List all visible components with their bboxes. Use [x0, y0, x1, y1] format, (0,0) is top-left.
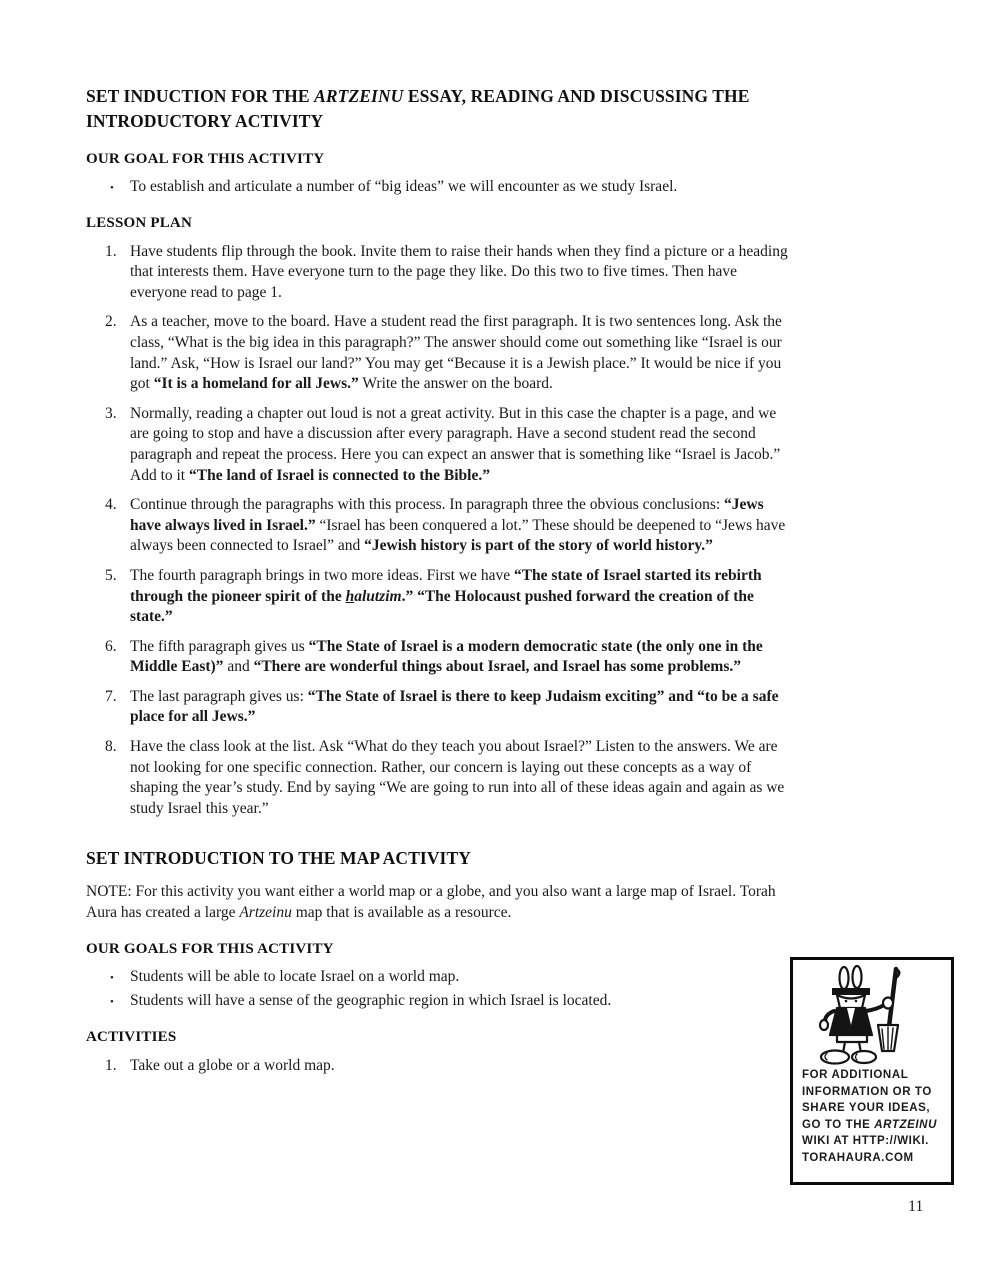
list-item-text: As a teacher, move to the board. Have a student read the first paragraph. It is two sentences long. Ask the class, “What is the big idea in this paragraph?” The answer should come out something like “Israel is our land.” Ask, “How is Israel our land?” You may get “Because it is a Jewish place.” It would be nice if you got “It is a homeland for all Jews.” Write the answer on the board. [130, 313, 782, 393]
goal-bullet-list [86, 177, 788, 198]
list-item [86, 967, 788, 988]
activities-list [86, 1056, 788, 1077]
heading-lesson-plan: LESSON PLAN [86, 214, 192, 231]
bullet-text: Students will be able to locate Israel on a world map. [130, 967, 460, 985]
bullet-icon: • [110, 971, 114, 984]
list-item-text: The fifth paragraph gives us “The State of Israel is a modern democratic state (the only one in the Middle East)” and “There are wonderful things about Israel, and Israel has some problems.” [130, 637, 763, 676]
list-item [86, 404, 788, 486]
list-item [86, 495, 788, 557]
note-paragraph: NOTE: For this activity you want either a world map or a globe, and you also want a large map of Israel. Torah Aura has created a large Artzeinu map that is available as a resource. [86, 883, 776, 922]
list-item [86, 1056, 788, 1077]
heading-activities: ACTIVITIES [86, 1028, 177, 1045]
mascot-illustration [804, 965, 934, 1065]
list-item-text: Have students flip through the book. Invite them to raise their hands when they find a picture or a heading that interests them. Have everyone turn to the page they like. Do this two to five times. Then have everyone read to page 1. [130, 242, 788, 301]
list-item [86, 312, 788, 394]
list-item [86, 177, 788, 198]
bullet-icon: • [110, 182, 114, 194]
page-number: 11 [908, 1198, 924, 1215]
lesson-plan-list [86, 242, 788, 820]
bullet-text: To establish and articulate a number of “big ideas” we will encounter as we study Israel. [130, 178, 678, 195]
list-item-text: Have the class look at the list. Ask “What do they teach you about Israel?” Listen to the answers. We are not looking for one specific connection. Rather, our concern is laying out these concepts as a way of shaping the year’s study. End by saying “We are going to run into all of these ideas again and again as we study Israel this year.” [130, 738, 785, 817]
list-item [86, 991, 788, 1012]
info-box [790, 957, 954, 1185]
list-item [86, 242, 788, 304]
heading-our-goal: OUR GOAL FOR THIS ACTIVITY [86, 151, 325, 167]
goals-bullet-list [86, 967, 788, 1012]
list-item-text: Normally, reading a chapter out loud is not a great activity. But in this case the chapter is a page, and we are going to stop and have a discussion after every paragraph. Have a second student read the second paragraph and repeat the process. Here you can expect an answer that is something like “Israel is Jacob.” Add to it “The land of Israel is connected to the Bible.” [130, 404, 781, 484]
list-item-text: Take out a globe or a world map. [130, 1056, 335, 1074]
list-item [86, 737, 788, 819]
main-content [86, 84, 788, 1085]
list-item [86, 566, 788, 628]
heading-our-goals: OUR GOALS FOR THIS ACTIVITY [86, 940, 334, 957]
list-item [86, 687, 788, 728]
section-title-set-induction: SET INDUCTION FOR THE ARTZEINU ESSAY, READING AND DISCUSSING THE INTRODUCTORY ACTIVITY [86, 86, 750, 131]
info-box-text: FOR ADDITIONAL INFORMATION OR TO SHARE YOUR IDEAS, GO TO THE ARTZEINU WIKI AT HTTP://WIKI.​TORAHAURA.COM [802, 1069, 937, 1164]
list-item-text: The fourth paragraph brings in two more ideas. First we have “The state of Israel started its rebirth through the pioneer spirit of the halutzim.” “The Holocaust pushed forward the creation of the state.” [130, 566, 762, 626]
bullet-text: Students will have a sense of the geographic region in which Israel is located. [130, 992, 612, 1010]
list-item [86, 637, 788, 678]
list-item-text: The last paragraph gives us: “The State of Israel is there to keep Judaism exciting” and “to be a safe place for all Jews.” [130, 687, 779, 726]
bullet-icon: • [110, 996, 114, 1009]
section-title-map-activity: SET INTRODUCTION TO THE MAP ACTIVITY [86, 848, 471, 869]
list-item-text: Continue through the paragraphs with this process. In paragraph three the obvious conclusions: “Jews have always lived in Israel.” “Israel has been conquered a lot.” These should be deepened to “Jews have always been connected to Israel” and “Jewish history is part of the story of world history.” [130, 496, 786, 555]
